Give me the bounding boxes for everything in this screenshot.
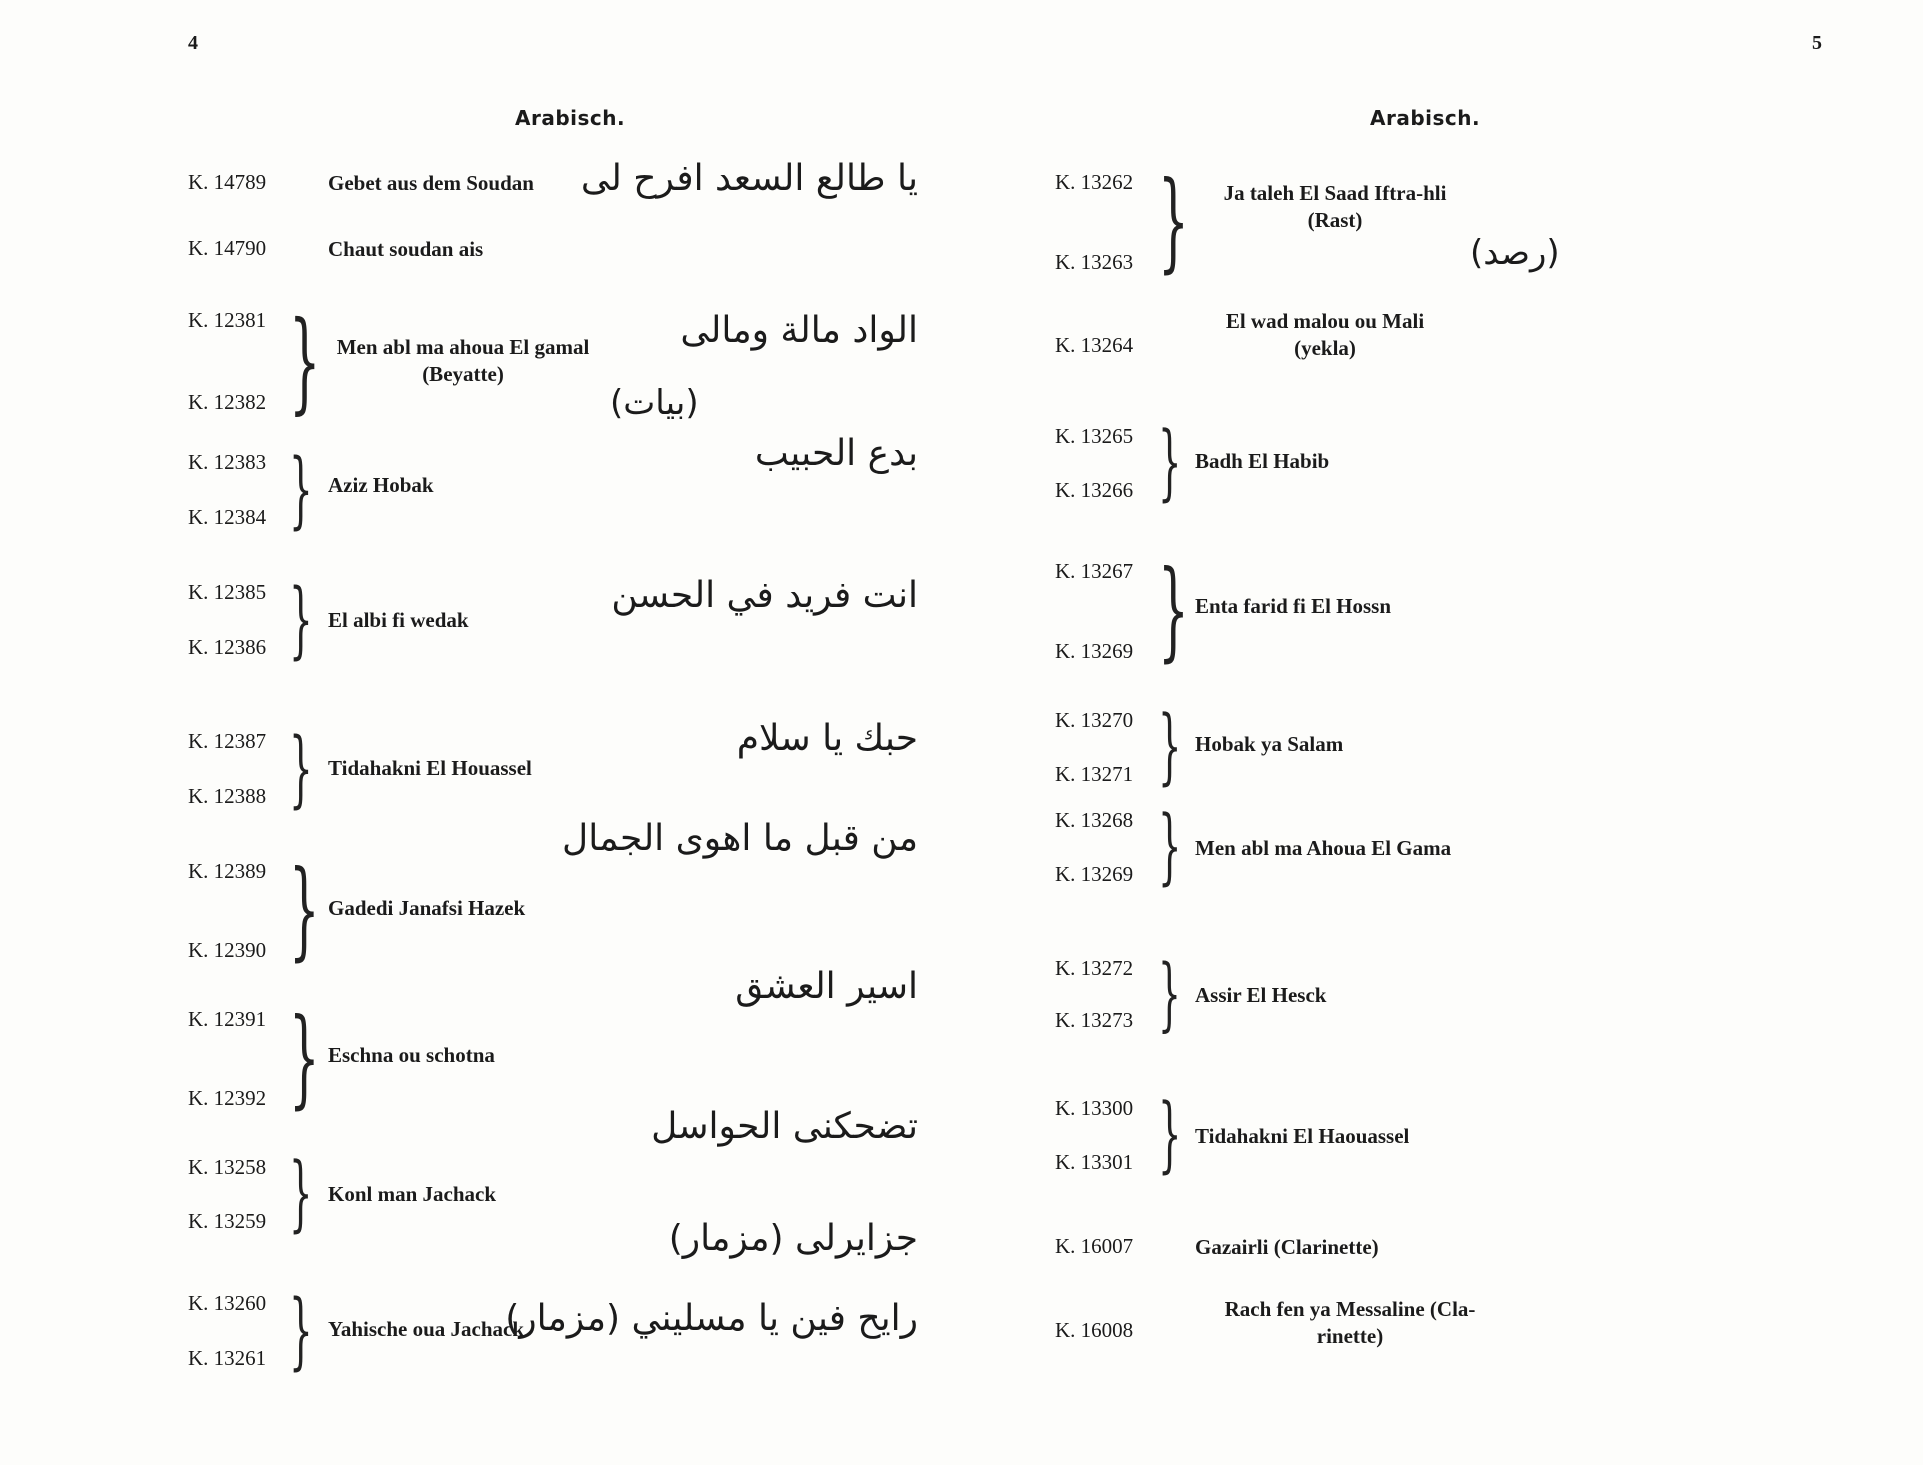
brace-icon: } (289, 571, 313, 668)
arabic-title: بدع الحبيب (754, 433, 918, 474)
catalog-number: K. 13271 (1055, 762, 1134, 786)
song-title: Men abl ma ahoua El gamal (Beyatte) (336, 335, 590, 387)
arabic-title: اسير العشق (735, 966, 918, 1007)
brace-icon: } (289, 1146, 313, 1241)
arabic-title: يا طالع السعد افرح لى (580, 158, 918, 199)
arabic-title: رايح فين يا مسليني (مزمار) (505, 1298, 918, 1339)
catalog-number: K. 13268 (1055, 808, 1134, 832)
brace-icon: } (1158, 699, 1182, 794)
arabic-title: الواد مالة ومالى (680, 310, 918, 351)
song-title: Tidahakni El Houassel (328, 756, 532, 780)
catalog-number: K. 13270 (1055, 708, 1134, 732)
song-title: Badh El Habib (1195, 449, 1330, 473)
brace-icon: } (289, 720, 313, 817)
brace-icon: } (1158, 415, 1182, 510)
arabic-title: جزايرلى (مزمار) (668, 1218, 918, 1259)
catalog-number: K. 12383 (188, 450, 267, 474)
catalog-number: K. 13259 (188, 1209, 267, 1233)
page-heading: Arabisch. (515, 106, 626, 130)
song-title: Gebet aus dem Soudan (328, 171, 534, 195)
brace-icon: } (289, 848, 320, 972)
arabic-title: من قبل ما اهوى الجمال (562, 818, 918, 859)
brace-icon: } (1158, 799, 1182, 894)
catalog-number: K. 13265 (1055, 424, 1134, 448)
song-title: Gazairli (Clarinette) (1195, 1235, 1379, 1259)
catalog-number: K. 13260 (188, 1291, 267, 1315)
catalog-number: K. 14790 (188, 236, 267, 260)
catalog-number: K. 12390 (188, 938, 267, 962)
page-number: 4 (188, 32, 198, 54)
catalog-number: K. 12391 (188, 1007, 267, 1031)
brace-icon: } (289, 996, 320, 1120)
arabic-title: تضحكنى الحواسل (651, 1106, 918, 1147)
song-title: Yahische oua Jachack (328, 1317, 525, 1341)
song-title: El wad malou ou Mali (yekla) (1225, 309, 1425, 361)
catalog-number: K. 13262 (1055, 170, 1134, 194)
catalog-number: K. 13300 (1055, 1096, 1134, 1120)
catalog-number: K. 13272 (1055, 956, 1134, 980)
page-number: 5 (1812, 32, 1822, 54)
page-heading: Arabisch. (1370, 106, 1481, 130)
catalog-number: K. 12392 (188, 1086, 267, 1110)
catalog-number: K. 14789 (188, 170, 267, 194)
song-title: Ja taleh El Saad Iftra-hli (Rast) (1223, 181, 1447, 233)
song-title: Assir El Hesck (1195, 983, 1327, 1007)
catalog-number: K. 12385 (188, 580, 267, 604)
catalog-number: K. 16007 (1055, 1234, 1134, 1258)
catalog-number: K. 16008 (1055, 1318, 1134, 1342)
song-title: Rach fen ya Messaline (Cla-rinette) (1224, 1297, 1476, 1349)
brace-icon: } (289, 1282, 313, 1379)
arabic-title: حبك يا سلام (736, 718, 918, 759)
catalog-number: K. 12381 (188, 308, 267, 332)
catalog-number: K. 12388 (188, 784, 267, 808)
brace-icon: } (289, 297, 321, 425)
catalog-number: K. 13264 (1055, 333, 1134, 357)
arabic-subtitle: (بيات) (610, 383, 699, 423)
song-title: Tidahakni El Haouassel (1195, 1124, 1410, 1148)
brace-icon: } (289, 441, 313, 538)
song-title: Aziz Hobak (328, 473, 434, 497)
catalog-number: K. 13301 (1055, 1150, 1134, 1174)
song-title: Gadedi Janafsi Hazek (328, 896, 526, 920)
catalog-number: K. 13269 (1055, 639, 1134, 663)
brace-icon: } (1158, 159, 1189, 284)
catalog-number: K. 12382 (188, 390, 267, 414)
song-title: Hobak ya Salam (1195, 732, 1344, 756)
catalog-number: K. 13263 (1055, 250, 1134, 274)
song-title: Men abl ma Ahoua El Gama (1195, 836, 1452, 860)
catalog-number: K. 13261 (188, 1346, 267, 1370)
catalog-number: K. 12387 (188, 729, 267, 753)
catalog-number: K. 13266 (1055, 478, 1134, 502)
catalog-number: K. 13269 (1055, 862, 1134, 886)
arabic-title: انت فريد في الحسن (611, 575, 918, 616)
catalog-number: K. 12389 (188, 859, 267, 883)
catalog-number: K. 12384 (188, 505, 267, 529)
brace-icon: } (1158, 947, 1181, 1040)
song-title: Konl man Jachack (328, 1182, 497, 1206)
arabic-subtitle: (رصد) (1470, 233, 1560, 273)
catalog-number: K. 13258 (188, 1155, 267, 1179)
song-title: El albi fi wedak (328, 608, 469, 632)
catalog-number: K. 13273 (1055, 1008, 1134, 1032)
brace-icon: } (1158, 1087, 1182, 1182)
song-title: Eschna ou schotna (328, 1043, 495, 1067)
song-title: Enta farid fi El Hossn (1195, 594, 1392, 618)
song-title: Chaut soudan ais (328, 237, 484, 261)
catalog-number: K. 13267 (1055, 559, 1134, 583)
brace-icon: } (1158, 548, 1189, 673)
catalog-number: K. 12386 (188, 635, 267, 659)
